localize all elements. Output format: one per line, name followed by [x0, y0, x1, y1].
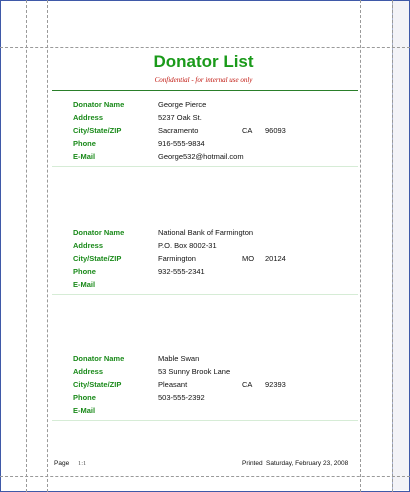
donator-name-label: Donator Name: [73, 100, 125, 109]
city-state-zip-label: City/State/ZIP: [73, 126, 122, 135]
page-label: Page: [54, 460, 70, 467]
address-value: 5237 Oak St.: [158, 113, 202, 122]
record-separator: [52, 166, 358, 167]
donator-record: [0, 350, 410, 440]
record-separator: [52, 420, 358, 421]
address-label: Address: [73, 113, 104, 122]
donator-name-label: Donator Name: [73, 228, 125, 237]
phone-label: Phone: [73, 139, 96, 148]
phone-label: Phone: [73, 267, 96, 276]
phone-label: Phone: [73, 393, 96, 402]
donator-name-value: Mable Swan: [158, 354, 200, 363]
donator-name-value: George Pierce: [158, 100, 207, 109]
email-label: E-Mail: [73, 152, 96, 161]
city-value: Farmington: [158, 254, 196, 263]
phone-value: 503-555-2392: [158, 393, 205, 402]
zip-value: 92393: [265, 380, 286, 389]
page-number: 1:1: [78, 460, 87, 467]
donator-record: [0, 224, 410, 314]
city-value: Sacramento: [158, 126, 199, 135]
phone-value: 932-555-2341: [158, 267, 205, 276]
report-subtitle: Confidential - for internal use only: [154, 76, 253, 84]
address-label: Address: [73, 241, 104, 250]
city-state-zip-label: City/State/ZIP: [73, 380, 122, 389]
donator-name-value: National Bank of Farmington: [158, 228, 254, 237]
address-label: Address: [73, 367, 104, 376]
printed-label: Printed: [242, 460, 263, 467]
state-value: MO: [242, 254, 255, 263]
zip-value: 96093: [265, 126, 286, 135]
city-state-zip-label: City/State/ZIP: [73, 254, 122, 263]
printed-date: Saturday, February 23, 2008: [266, 460, 349, 467]
address-value: P.O. Box 8002-31: [158, 241, 217, 250]
state-value: CA: [242, 126, 253, 135]
record-separator: [52, 294, 358, 295]
donator-record: [0, 96, 410, 186]
email-value: George532@hotmail.com: [158, 152, 244, 161]
phone-value: 916-555-9834: [158, 139, 205, 148]
zip-value: 20124: [265, 254, 286, 263]
email-label: E-Mail: [73, 406, 96, 415]
top-margin-guide: [0, 47, 410, 48]
donator-name-label: Donator Name: [73, 354, 125, 363]
report-title: Donator List: [153, 52, 254, 71]
header-rule: [52, 90, 358, 91]
state-value: CA: [242, 380, 253, 389]
email-label: E-Mail: [73, 280, 96, 289]
city-value: Pleasant: [158, 380, 188, 389]
bottom-margin-guide: [0, 476, 410, 477]
address-value: 53 Sunny Brook Lane: [158, 367, 231, 376]
